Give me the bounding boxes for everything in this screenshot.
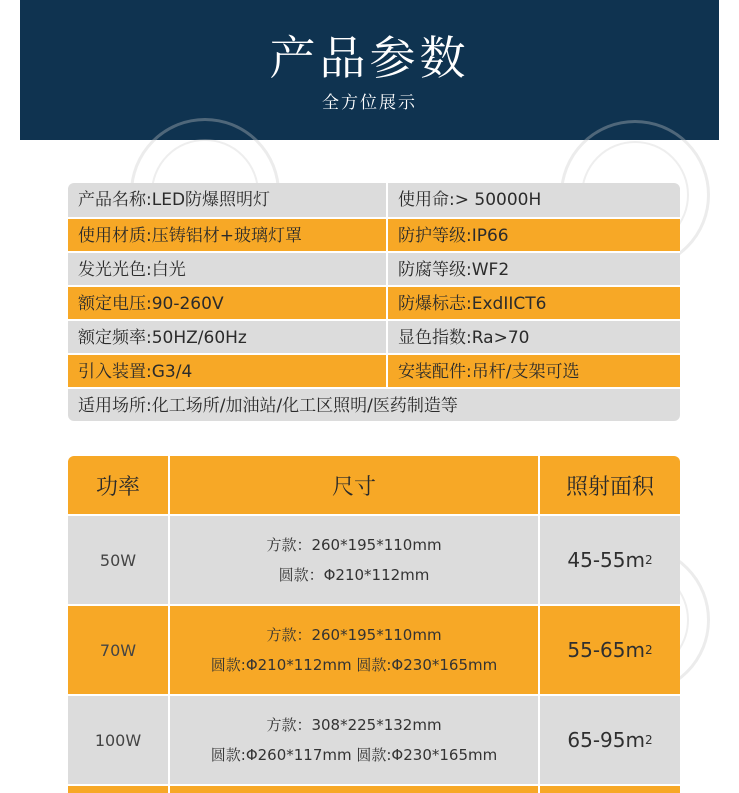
size-line: 方款：260*195*110mm bbox=[266, 626, 442, 644]
table-row-partial bbox=[68, 784, 680, 793]
param-cell: 显色指数:Ra>70 bbox=[386, 321, 680, 353]
param-cell: 适用场所:化工场所/加油站/化工区照明/医药制造等 bbox=[78, 396, 458, 416]
param-cell: 额定频率:50HZ/60Hz bbox=[78, 328, 247, 348]
param-cell: 防爆标志:ExdIICT6 bbox=[386, 287, 680, 319]
column-header-power: 功率 bbox=[95, 474, 140, 500]
power-cell-empty bbox=[68, 786, 168, 793]
table-row bbox=[68, 694, 680, 784]
area-value: 65-95m bbox=[567, 728, 645, 752]
size-line: 圆款：Φ210*112mm bbox=[278, 566, 430, 584]
param-row bbox=[68, 319, 680, 353]
power-cell: 100W bbox=[94, 730, 142, 750]
size-line: 方款：260*195*110mm bbox=[266, 536, 442, 554]
area-cell: 65-95m 2 bbox=[538, 696, 680, 784]
area-cell: 55-65m 2 bbox=[538, 606, 680, 694]
column-header-area: 照射面积 bbox=[538, 456, 680, 514]
parameters-table bbox=[68, 183, 680, 421]
area-value: 45-55m bbox=[567, 548, 645, 572]
area-cell-empty bbox=[538, 786, 680, 793]
param-row bbox=[68, 285, 680, 319]
spec-table-header bbox=[68, 456, 680, 514]
page-title: 产品参数 bbox=[269, 31, 470, 85]
param-cell: 额定电压:90-260V bbox=[78, 294, 224, 314]
param-cell: 安装配件:吊杆/支架可选 bbox=[386, 355, 680, 387]
table-row bbox=[68, 514, 680, 604]
column-header-size: 尺寸 bbox=[168, 456, 538, 514]
param-cell: 使用命:> 50000H bbox=[386, 183, 680, 217]
page-subtitle: 全方位展示 bbox=[322, 93, 417, 113]
area-value: 55-65m bbox=[567, 638, 645, 662]
param-row bbox=[68, 251, 680, 285]
size-cell bbox=[168, 606, 538, 694]
spec-table bbox=[68, 456, 680, 793]
param-cell: 引入装置:G3/4 bbox=[78, 362, 193, 382]
table-row bbox=[68, 604, 680, 694]
power-cell: 50W bbox=[99, 550, 137, 570]
size-line: 圆款:Φ210*112mm 圆款:Φ230*165mm bbox=[210, 656, 498, 674]
size-line: 圆款:Φ260*117mm 圆款:Φ230*165mm bbox=[210, 746, 498, 764]
param-cell: 防腐等级:WF2 bbox=[386, 253, 680, 285]
size-cell bbox=[168, 516, 538, 604]
power-cell: 70W bbox=[99, 640, 137, 660]
header-banner bbox=[20, 0, 719, 140]
param-row-applications bbox=[68, 387, 680, 421]
size-cell bbox=[168, 696, 538, 784]
param-cell: 使用材质:压铸铝材+玻璃灯罩 bbox=[78, 226, 302, 246]
param-row bbox=[68, 217, 680, 251]
size-line: 方款：308*225*132mm bbox=[266, 716, 442, 734]
param-row bbox=[68, 353, 680, 387]
param-cell: 发光光色:白光 bbox=[78, 260, 186, 280]
param-cell: 产品名称:LED防爆照明灯 bbox=[78, 190, 271, 210]
param-row bbox=[68, 183, 680, 217]
size-cell-empty bbox=[168, 786, 538, 793]
area-cell: 45-55m 2 bbox=[538, 516, 680, 604]
param-cell: 防护等级:IP66 bbox=[386, 219, 680, 251]
